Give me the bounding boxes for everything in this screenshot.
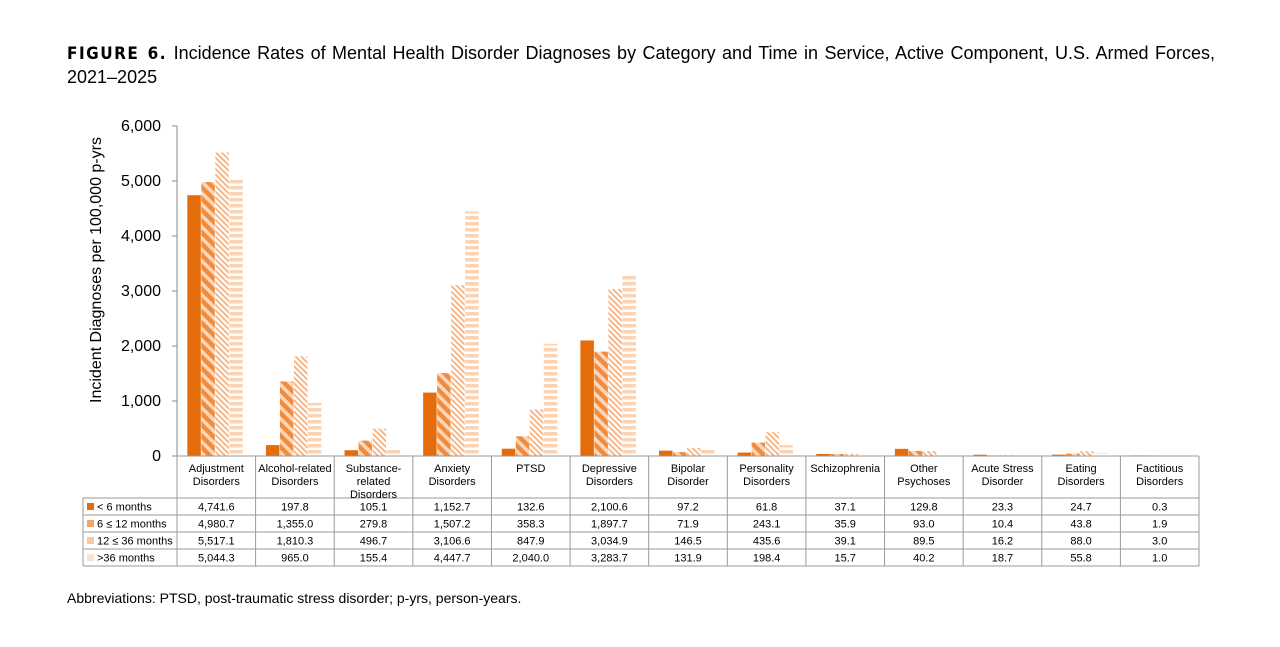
legend-swatch <box>87 503 94 510</box>
data-label: 35.9 <box>834 518 856 531</box>
data-label: 105.1 <box>359 501 388 514</box>
bar <box>294 356 308 456</box>
data-label: 61.8 <box>755 501 778 514</box>
data-label: 93.0 <box>913 518 935 531</box>
data-label: 1,810.3 <box>276 535 314 548</box>
bar <box>766 432 780 456</box>
legend-label: >36 months <box>97 552 155 565</box>
data-label: 155.4 <box>359 552 388 565</box>
bar <box>673 452 687 456</box>
figure-title-text: Incidence Rates of Mental Health Disorder Diagnoses by Category and Time in Service, Active Component, U.S. Armed Forces, 2021–2025 <box>67 43 1215 87</box>
bar <box>201 182 215 456</box>
data-label: 243.1 <box>752 518 781 531</box>
bar <box>359 441 373 456</box>
data-label: 5,044.3 <box>197 552 235 565</box>
y-tick-label: 6,000 <box>120 118 161 135</box>
bar <box>580 340 594 456</box>
data-label: 37.1 <box>834 501 856 514</box>
legend-swatch <box>87 537 94 544</box>
data-label: 39.1 <box>834 535 856 548</box>
bar <box>752 443 766 456</box>
category-label: Adjustment <box>188 463 244 475</box>
category-label: Disorder <box>667 476 709 488</box>
legend-swatch <box>87 554 94 561</box>
data-label: 1,897.7 <box>591 518 628 531</box>
data-label: 18.7 <box>991 552 1014 565</box>
data-label: 1.0 <box>1152 552 1168 565</box>
category-label: Disorders <box>428 476 476 488</box>
data-label: 3,283.7 <box>591 552 628 565</box>
bar <box>701 449 715 456</box>
category-label: Schizophrenia <box>810 463 881 475</box>
category-label: Substance- <box>345 463 402 475</box>
data-label: 3,034.9 <box>591 535 628 548</box>
category-label: Psychoses <box>897 476 951 488</box>
data-label: 131.9 <box>674 552 702 565</box>
category-label: Disorder <box>981 476 1024 488</box>
data-label: 496.7 <box>359 535 388 548</box>
category-label: Acute Stress <box>971 463 1034 475</box>
category-label: Anxiety <box>434 463 471 475</box>
bar <box>780 445 794 456</box>
data-label: 1,152.7 <box>433 501 471 514</box>
data-label: 43.8 <box>1070 518 1092 531</box>
bar <box>544 344 558 456</box>
bar <box>502 449 516 456</box>
bar <box>437 373 451 456</box>
bar <box>345 450 359 456</box>
category-label: Disorders <box>349 489 398 501</box>
data-label: 3.0 <box>1152 535 1168 548</box>
bar <box>895 449 909 456</box>
data-label: 24.7 <box>1070 501 1092 514</box>
category-label: Disorders <box>743 476 791 488</box>
y-tick-label: 1,000 <box>120 393 161 410</box>
bar <box>1080 451 1094 456</box>
data-label: 4,447.7 <box>433 552 471 565</box>
bar <box>373 429 387 456</box>
category-label: Bipolar <box>670 463 706 475</box>
category-label: Disorders <box>1057 476 1105 488</box>
bar <box>923 451 937 456</box>
category-label: Disorders <box>585 476 633 488</box>
y-tick-label: 0 <box>152 448 161 465</box>
legend-label: 12 ≤ 36 months <box>97 535 173 548</box>
data-label: 435.6 <box>752 535 781 548</box>
category-label: Factitious <box>1136 463 1184 475</box>
bar <box>387 447 401 456</box>
data-label: 3,106.6 <box>433 535 471 548</box>
data-label: 10.4 <box>991 518 1014 531</box>
bar <box>266 445 280 456</box>
bar <box>516 436 530 456</box>
data-label: 2,040.0 <box>512 552 550 565</box>
data-label: 358.3 <box>517 518 545 531</box>
bar <box>738 453 752 456</box>
data-label: 1,355.0 <box>276 518 314 531</box>
data-label: 16.2 <box>991 535 1014 548</box>
data-label: 4,741.6 <box>197 501 235 514</box>
data-label: 0.3 <box>1152 501 1168 514</box>
data-label: 129.8 <box>910 501 938 514</box>
data-label: 198.4 <box>752 552 781 565</box>
bar <box>530 409 544 456</box>
data-label: 1,507.2 <box>433 518 471 531</box>
data-label: 71.9 <box>677 518 699 531</box>
category-label: Eating <box>1065 463 1097 475</box>
bar <box>308 403 322 456</box>
bar <box>594 352 608 456</box>
category-label: PTSD <box>516 463 546 475</box>
category-label: Personality <box>739 463 794 475</box>
bar <box>215 153 229 456</box>
data-label: 5,517.1 <box>197 535 235 548</box>
bar <box>187 195 201 456</box>
data-label: 279.8 <box>359 518 388 531</box>
category-label: Depressive <box>581 463 637 475</box>
category-label: Disorders <box>192 476 240 488</box>
data-label: 4,980.7 <box>197 518 235 531</box>
data-label: 55.8 <box>1070 552 1092 565</box>
data-label: 89.5 <box>913 535 935 548</box>
data-label: 97.2 <box>677 501 699 514</box>
data-label: 88.0 <box>1070 535 1092 548</box>
data-label: 965.0 <box>281 552 309 565</box>
y-tick-label: 3,000 <box>120 283 161 300</box>
bar <box>465 211 479 456</box>
footnote: Abbreviations: PTSD, post-traumatic stress disorder; p-yrs, person-years. <box>67 590 522 606</box>
category-label: Other <box>910 463 938 475</box>
figure-label: FIGURE 6. <box>67 44 168 64</box>
legend-swatch <box>87 520 94 527</box>
category-label: Alcohol-related <box>258 463 332 475</box>
y-tick-label: 5,000 <box>120 173 161 190</box>
category-label: Disorders <box>271 476 319 488</box>
category-label: related <box>356 476 391 488</box>
data-label: 197.8 <box>281 501 309 514</box>
y-tick-label: 4,000 <box>120 228 161 245</box>
bar <box>687 448 701 456</box>
data-label: 2,100.6 <box>591 501 628 514</box>
bar <box>423 393 437 456</box>
data-label: 146.5 <box>674 535 702 548</box>
category-label: Disorders <box>1136 476 1184 488</box>
bar <box>229 179 243 456</box>
bar <box>608 289 622 456</box>
data-label: 23.3 <box>991 501 1014 514</box>
data-label: 15.7 <box>834 552 856 565</box>
legend-label: < 6 months <box>97 501 152 514</box>
legend-label: 6 ≤ 12 months <box>97 518 167 531</box>
y-tick-label: 2,000 <box>120 338 161 355</box>
bar <box>451 285 465 456</box>
y-axis-label: Incident Diagnoses per 100,000 p-yrs <box>88 137 105 403</box>
data-label: 1.9 <box>1152 518 1168 531</box>
bar <box>280 381 294 456</box>
data-label: 132.6 <box>517 501 545 514</box>
data-label: 40.2 <box>913 552 935 565</box>
bar <box>659 451 673 456</box>
data-label: 847.9 <box>517 535 545 548</box>
bar <box>622 275 636 456</box>
bar <box>909 451 923 456</box>
